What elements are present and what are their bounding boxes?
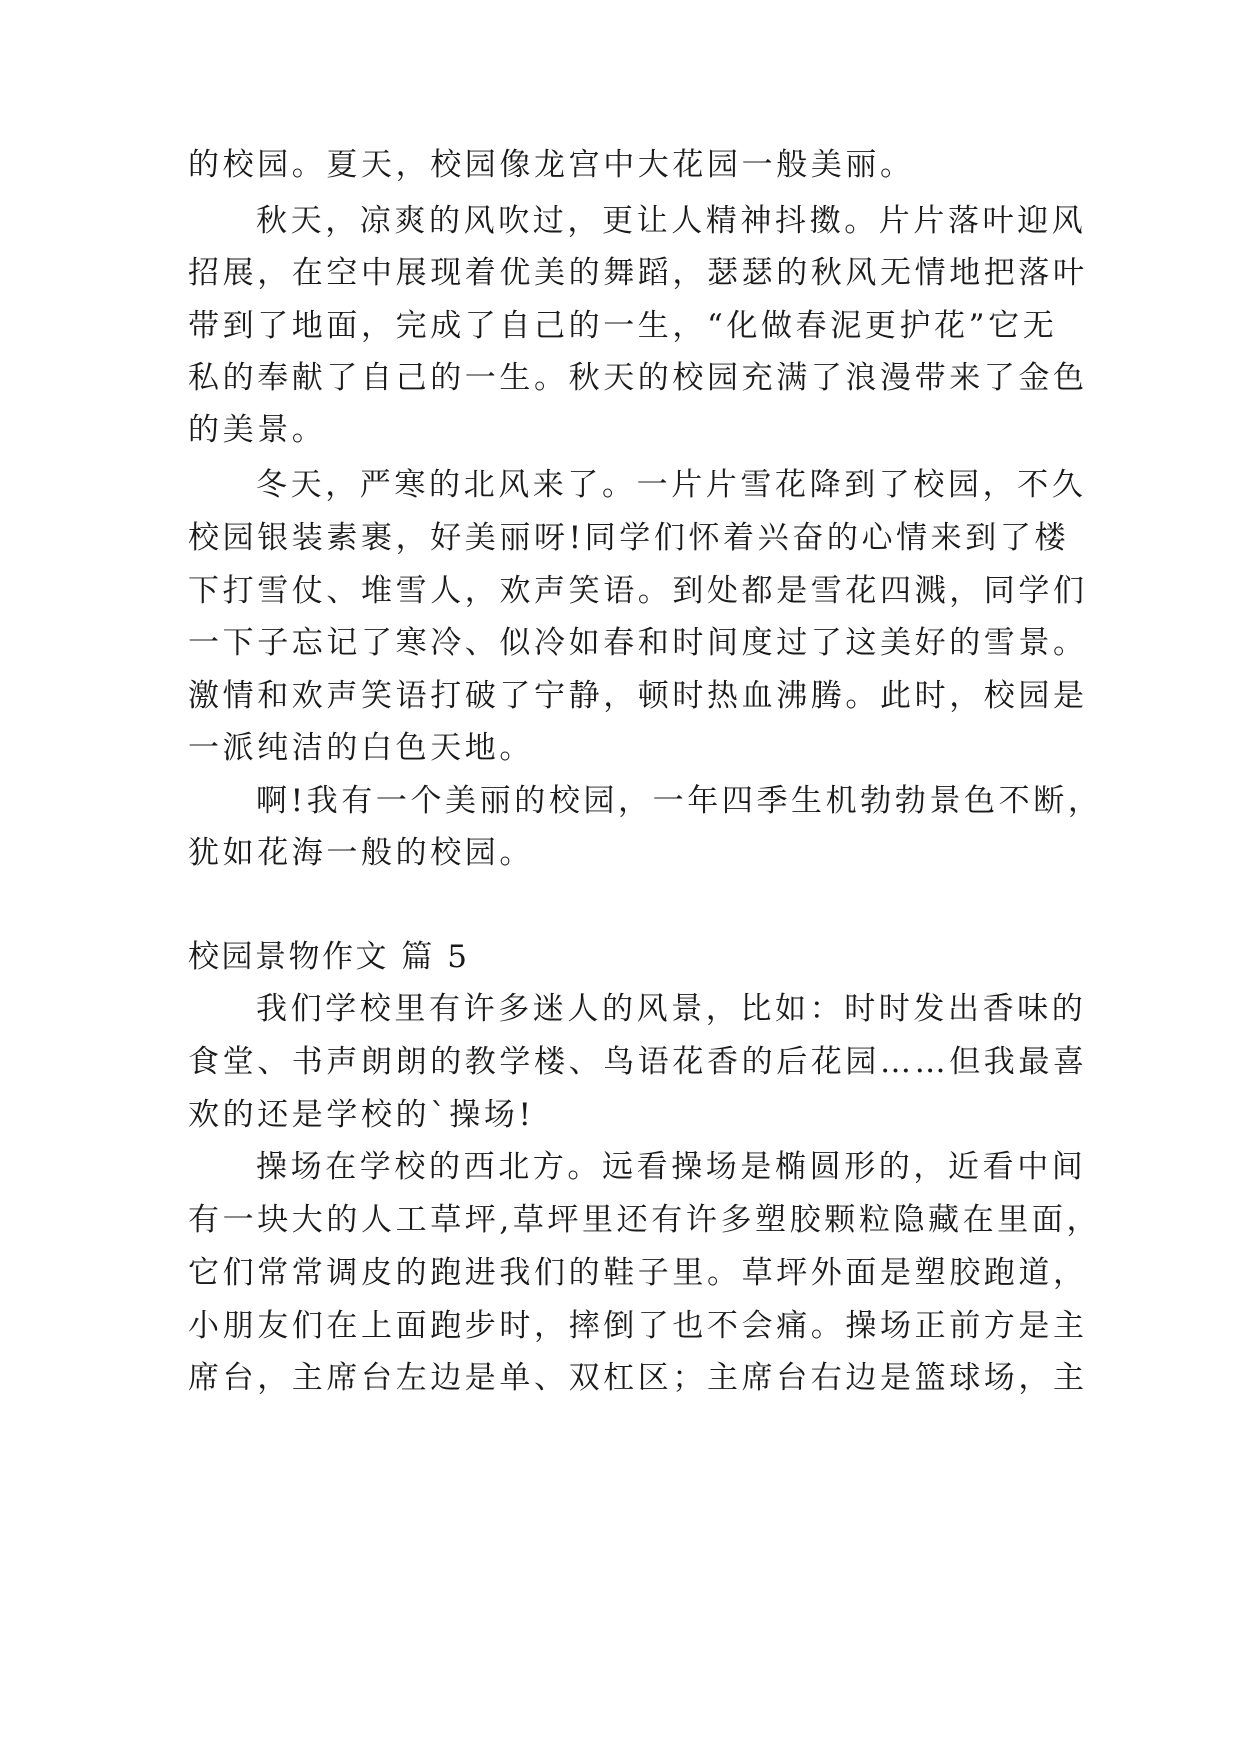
essay-heading: 校园景物作文 篇 5	[188, 939, 470, 975]
paragraph-winter-line-6: 一派纯洁的白色天地。	[188, 730, 534, 766]
paragraph-autumn-line-3: 带到了地面，完成了自己的一生，“化做春泥更护花”它无	[188, 308, 1058, 344]
paragraph-winter-line-5: 激情和欢声笑语打破了宁静，顿时热血沸腾。此时，校园是	[188, 678, 1088, 714]
essay5-paragraph-2-line-4: 小朋友们在上面跑步时，摔倒了也不会痛。操场正前方是主	[188, 1308, 1088, 1344]
essay5-paragraph-2-line-5: 席台，主席台左边是单、双杠区；主席台右边是篮球场，主	[188, 1360, 1088, 1396]
essay5-paragraph-2-line-3: 它们常常调皮的跑进我们的鞋子里。草坪外面是塑胶跑道，	[188, 1255, 1088, 1291]
paragraph-winter-line-2: 校园银装素裹，好美丽呀!同学们怀着兴奋的心情来到了楼	[188, 520, 1070, 556]
paragraph-closing-line-1: 啊!我有一个美丽的校园，一年四季生机勃勃景色不断，	[256, 783, 1103, 819]
paragraph-winter-line-1: 冬天，严寒的北风来了。一片片雪花降到了校园，不久	[256, 467, 1087, 503]
paragraph-closing-line-2: 犹如花海一般的校园。	[188, 835, 534, 871]
paragraph-winter-line-3: 下打雪仗、堆雪人，欢声笑语。到处都是雪花四溅，同学们	[188, 573, 1088, 609]
essay5-paragraph-1-line-1: 我们学校里有许多迷人的风景，比如：时时发出香味的	[256, 991, 1087, 1027]
paragraph-autumn-line-4: 私的奉献了自己的一生。秋天的校园充满了浪漫带来了金色	[188, 360, 1088, 396]
paragraph-autumn-line-2: 招展，在空中展现着优美的舞蹈，瑟瑟的秋风无情地把落叶	[188, 255, 1088, 291]
essay5-paragraph-1-line-2: 食堂、书声朗朗的教学楼、鸟语花香的后花园……但我最喜	[188, 1044, 1088, 1080]
essay5-paragraph-2-line-1: 操场在学校的西北方。远看操场是椭圆形的，近看中间	[256, 1149, 1087, 1185]
essay5-paragraph-1-line-3: 欢的还是学校的`操场!	[188, 1097, 535, 1133]
paragraph-autumn-line-1: 秋天，凉爽的风吹过，更让人精神抖擞。片片落叶迎风	[256, 203, 1087, 239]
essay5-paragraph-2-line-2: 有一块大的人工草坪,草坪里还有许多塑胶颗粒隐藏在里面，	[188, 1202, 1102, 1238]
paragraph-winter-line-4: 一下子忘记了寒冷、似冷如春和时间度过了这美好的雪景。	[188, 625, 1088, 661]
paragraph-summer-line-1: 的校园。夏天，校园像龙宫中大花园一般美丽。	[188, 147, 915, 183]
paragraph-autumn-line-5: 的美景。	[188, 412, 327, 448]
